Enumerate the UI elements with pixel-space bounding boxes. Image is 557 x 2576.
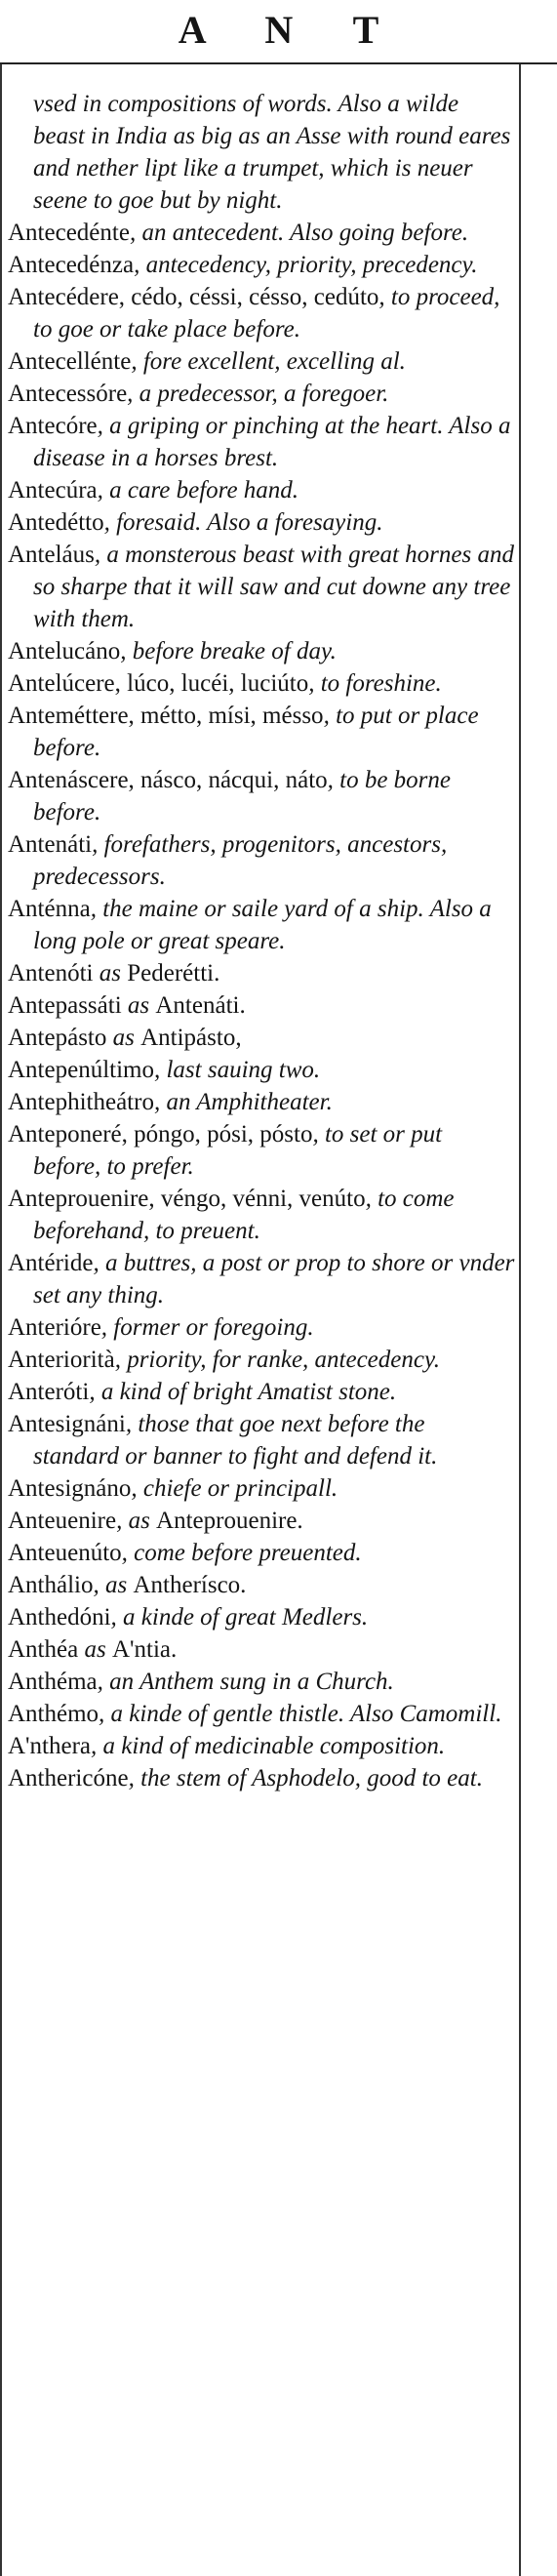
dictionary-entry: Anteprouenire, véngo, vénni, venúto, to come beforehand, to preuent. [8,1186,455,1244]
dictionary-entry: Antesignáni, those that goe next before the standard or banner to fight and defend it. [8,1411,438,1469]
dictionary-entry: Antecellénte, fore excellent, excelling al. [8,348,406,375]
dictionary-entry: Antenáscere, násco, nácqui, náto, to be borne before. [8,767,452,825]
dictionary-entry: Antecóre, a griping or pinching at the heart. Also a disease in a horses brest. [8,413,511,471]
dictionary-entry: Antenóti as Pederétti. [8,960,220,986]
dictionary-entry: Anteriorità, priority, for ranke, antecedency. [8,1347,440,1373]
dictionary-entry: Anteláus, a monsterous beast with great hornes and so sharpe that it will saw and cut downe any tree with them. [8,542,514,632]
dictionary-entry: Antepásto as Antipásto, [8,1025,242,1051]
dictionary-entry: Anthéma, an Anthem sung in a Church. [8,1669,394,1695]
dictionary-entry: Anthedóni, a kinde of great Medlers. [8,1604,369,1630]
dictionary-entry: Antesignáno, chiefe or principall. [8,1475,338,1502]
dictionary-entry: Antedétto, foresaid. Also a foresaying. [8,509,383,536]
dictionary-entry: Anteróti, a kind of bright Amatist stone. [8,1379,397,1405]
dictionary-column [8,88,515,2571]
dictionary-entry: Anthálio, as Antherísco. [8,1572,247,1598]
dictionary-entry: Antecúra, a care before hand. [8,477,299,503]
header-rule [0,62,557,64]
right-column-rule [519,64,521,2576]
dictionary-entry: Anteuenire, as Anteprouenire. [8,1508,303,1534]
dictionary-entry: Antecédere, cédo, céssi, césso, cedúto, to proceed, to goe or take place before. [8,284,500,342]
dictionary-entry: Anthémo, a kinde of gentle thistle. Also Camomill. [8,1701,502,1727]
dictionary-entry: Anténna, the maine or saile yard of a ship. Also a long pole or great speare. [8,896,492,954]
dictionary-entry: Antepenúltimo, last sauing two. [8,1057,321,1083]
dictionary-entry: Anteméttere, métto, mísi, mésso, to put or place before. [8,703,479,761]
dictionary-entry: A'nthera, a kind of medicinable composition. [8,1733,446,1759]
dictionary-entry: Antepassáti as Antenáti. [8,992,246,1019]
running-head-text: A N T [178,8,405,52]
dictionary-entry: Anthéa as A'ntia. [8,1636,178,1663]
running-head [0,0,557,60]
dictionary-entry: Antenáti, forefathers, progenitors, ancestors, predecessors. [8,831,448,890]
dictionary-entry: Antephitheátro, an Amphitheater. [8,1089,333,1115]
dictionary-entry: Anterióre, former or foregoing. [8,1314,314,1341]
dictionary-entry: Antéride, a buttres, a post or prop to shore or vnder set any thing. [8,1250,515,1308]
dictionary-entry: Antelúcere, lúco, lucéi, luciúto, to foreshine. [8,670,442,697]
dictionary-entry: Antecessóre, a predecessor, a foregoer. [8,381,389,407]
dictionary-entry: Antecedénte, an antecedent. Also going before. [8,220,469,246]
dictionary-entry: Anteponeré, póngo, pósi, pósto, to set or put before, to prefer. [8,1121,443,1180]
dictionary-entry: Anthericóne, the stem of Asphodelo, good to eat. [8,1765,483,1791]
dictionary-entry: vsed in compositions of words. Also a wilde beast in India as big as an Asse with round eares and nether lipt like a trumpet, which is neuer seene to goe but by night. [33,91,511,214]
dictionary-entry: Antecedénza, antecedency, priority, precedency. [8,252,478,278]
dictionary-entry: Antelucáno, before breake of day. [8,638,337,664]
left-column-rule [0,64,2,2576]
dictionary-entry: Anteuenúto, come before preuented. [8,1540,362,1566]
